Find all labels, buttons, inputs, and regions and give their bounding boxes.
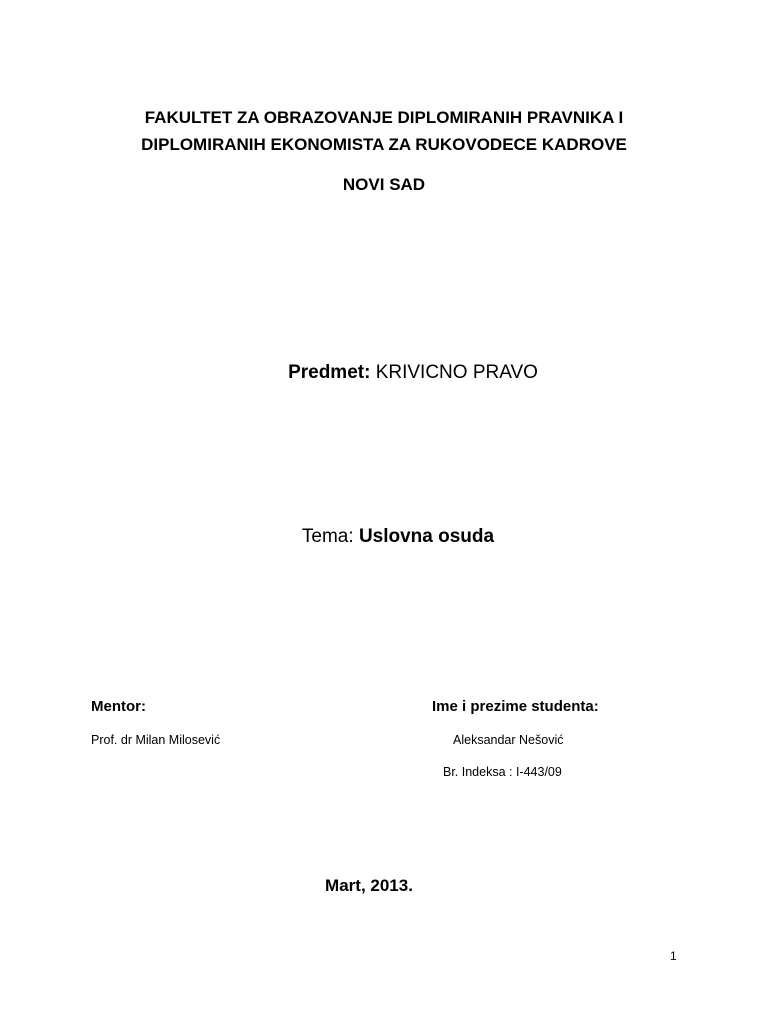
topic-line: [0, 526, 768, 548]
subject-label: Predmet:: [288, 362, 371, 383]
subject-line: [0, 362, 768, 384]
institution-line-1: FAKULTET ZA OBRAZOVANJE DIPLOMIRANIH PRAVNIKA I: [144, 108, 624, 127]
document-date: Mart, 2013.: [325, 876, 413, 895]
institution-line-2: DIPLOMIRANIH EKONOMISTA ZA RUKOVODECE KADROVE: [141, 135, 627, 154]
subject-value: KRIVICNO PRAVO: [375, 362, 538, 383]
mentor-name: Prof. dr Milan Milosević: [91, 733, 221, 747]
student-index: Br. Indeksa : I-443/09: [443, 765, 562, 779]
page-number: 1: [670, 949, 677, 963]
topic-value: Uslovna osuda: [358, 526, 495, 547]
topic-label: Tema:: [301, 526, 354, 547]
mentor-label: Mentor:: [91, 698, 146, 715]
student-label: Ime i prezime studenta:: [432, 698, 599, 715]
institution-city: NOVI SAD: [342, 175, 426, 194]
student-name: Aleksandar Nešović: [453, 733, 564, 747]
